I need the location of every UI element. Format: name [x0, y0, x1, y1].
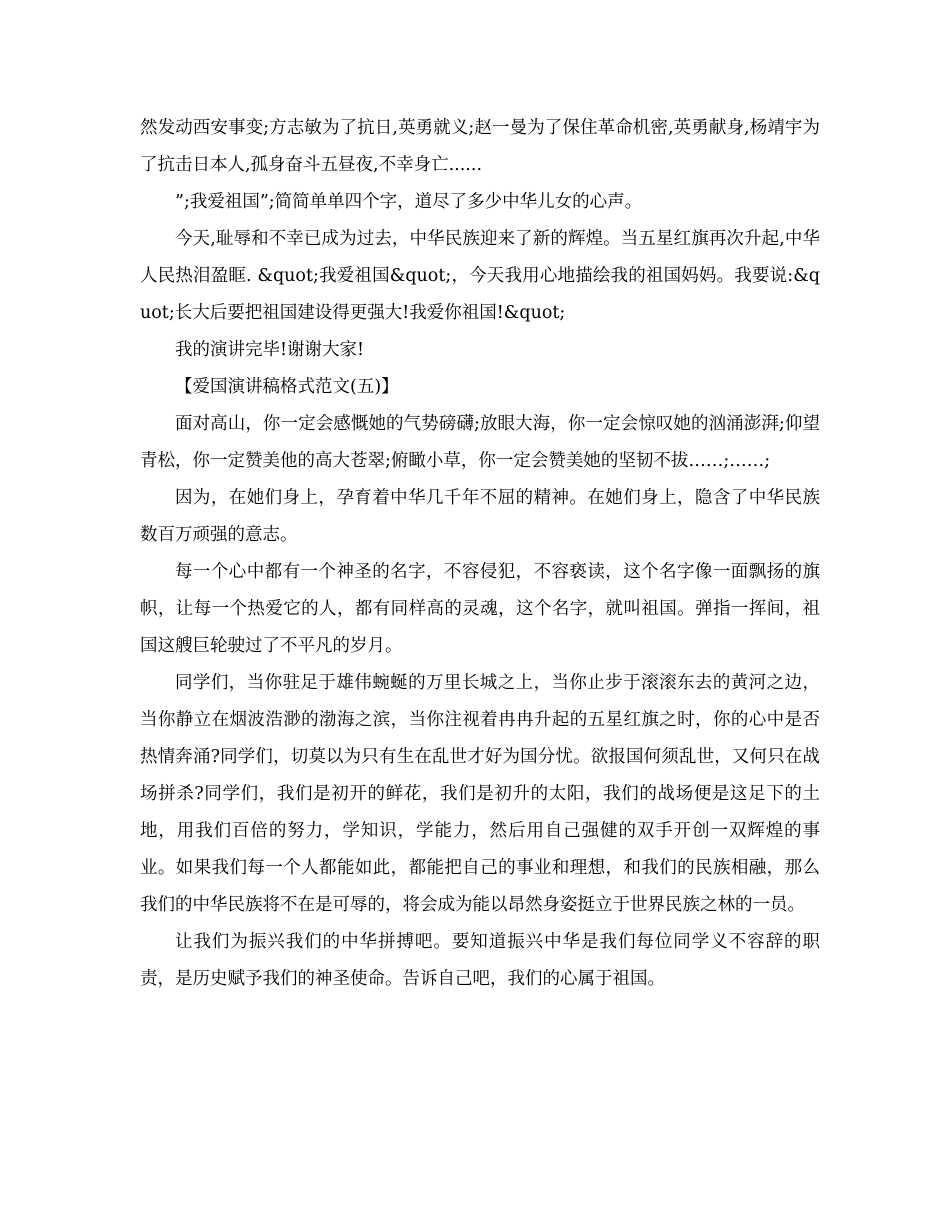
paragraph: 因为，在她们身上，孕育着中华几千年不屈的精神。在她们身上，隐含了中华民族数百万顽强的意志。	[140, 488, 820, 545]
paragraph: 每一个心中都有一个神圣的名字，不容侵犯，不容亵读，这个名字像一面飘扬的旗帜，让每一个热爱它的人，都有同样高的灵魂，这个名字，就叫祖国。弹指一挥间，祖国这艘巨轮驶过了不平凡的岁月。	[140, 562, 820, 656]
paragraph: 让我们为振兴我们的中华拼搏吧。要知道振兴中华是我们每位同学义不容辞的职责，是历史赋予我们的神圣使命。告诉自己吧，我们的心属于祖国。	[140, 932, 820, 989]
section-heading: 【爱国演讲稿格式范文(五)】	[175, 377, 399, 397]
paragraph: 我的演讲完毕!谢谢大家!	[175, 340, 365, 360]
paragraph: 面对高山，你一定会感慨她的气势磅礴;放眼大海，你一定会惊叹她的汹涌澎湃;仰望青松，你一定赞美他的高大苍翠;俯瞰小草，你一定会赞美她的坚韧不拔……;……;	[140, 414, 820, 471]
document-body	[140, 110, 820, 998]
paragraph: ”;我爱祖国”;简简单单四个字，道尽了多少中华儿女的心声。	[175, 192, 643, 212]
paragraph: 然发动西安事变;方志敏为了抗日,英勇就义;赵一曼为了保住革命机密,英勇献身,杨靖宇为了抗击日本人,孤身奋斗五昼夜,不幸身亡......	[140, 118, 820, 175]
paragraph: 今天,耻辱和不幸已成为过去，中华民族迎来了新的辉煌。当五星红旗再次升起,中华人民热泪盈眶. &quot;我爱祖国&quot;，今天我用心地描绘我的祖国妈妈。我要说:&quot;长大后要把祖国建设得更强大!我爱你祖国!&quot;	[140, 229, 820, 323]
paragraph: 同学们，当你驻足于雄伟蜿蜒的万里长城之上，当你止步于滚滚东去的黄河之边，当你静立在烟波浩渺的渤海之滨，当你注视着冉冉升起的五星红旗之时，你的心中是否热情奔涌?同学们，切莫以为只有生在乱世才好为国分忧。欲报国何须乱世，又何只在战场拼杀?同学们，我们是初开的鲜花，我们是初升的太阳，我们的战场便是这足下的土地，用我们百倍的努力，学知识，学能力，然后用自己强健的双手开创一双辉煌的事业。如果我们每一个人都能如此，都能把自己的事业和理想，和我们的民族相融，那么我们的中华民族将不在是可辱的，将会成为能以昂然身姿挺立于世界民族之林的一员。	[140, 673, 820, 915]
